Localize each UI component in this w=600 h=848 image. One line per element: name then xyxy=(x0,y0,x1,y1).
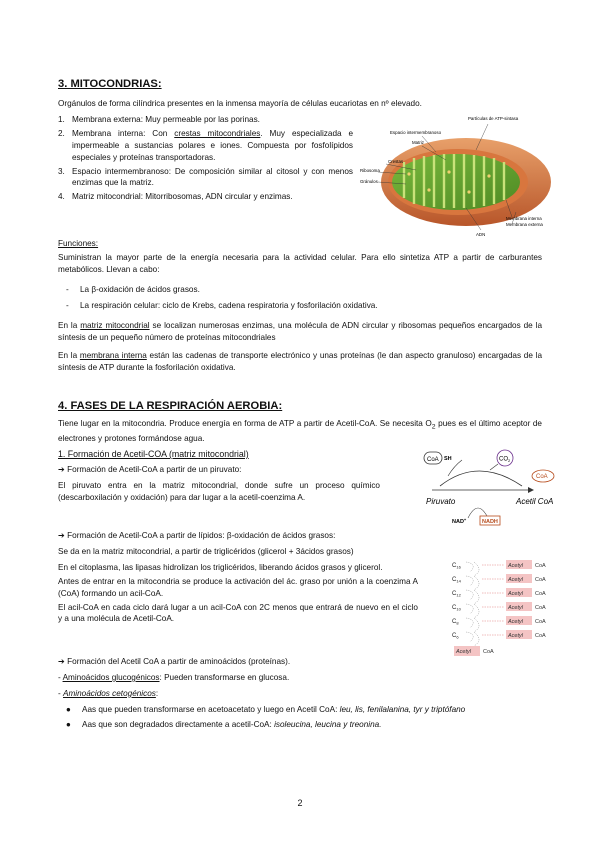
svg-text:CoA: CoA xyxy=(535,619,546,625)
beta-oxidation-diagram xyxy=(448,558,560,662)
mitochondria-figure xyxy=(356,112,556,242)
lipid-line: En el citoplasma, las lipasas hidrolizan los triglicéridos, liberando ácidos grasos y glicerol. xyxy=(58,562,383,572)
pyruvate-diagram xyxy=(418,446,558,526)
label-adn: ADN xyxy=(476,232,486,237)
section-4-title: 4. FASES DE LA RESPIRACIÓN AEROBIA: xyxy=(58,400,283,412)
svg-text:C6: $C_6$ xyxy=(452,633,459,640)
arrow-aminoacids: ➔ Formación del Acetil CoA a partir de aminoácidos (proteínas). xyxy=(58,657,291,666)
nad-label: NAD+ xyxy=(452,517,467,525)
section-3-title-wrap xyxy=(58,76,162,92)
main-arrowhead xyxy=(528,487,534,493)
sh-label: SH xyxy=(444,456,452,462)
svg-text:CoA: CoA xyxy=(535,605,546,611)
list-item: 1. Membrana externa: Muy permeable por las porinas. xyxy=(58,115,260,124)
lipid-line: El acil-CoA en cada ciclo dará lugar a un acil-CoA con 2C menos que entrará de nuevo en el ciclo y a una molécula de Acetil-CoA. xyxy=(58,602,418,624)
section-4-title-wrap xyxy=(58,398,282,414)
functions-list xyxy=(66,284,536,312)
list-item: ● Aas que pueden transformarse en acetoacetato y luego en Acetil CoA: leu, lis, fenilalanina, tyr y triptófano xyxy=(66,705,466,714)
ketogenic-line: - Aminoácidos cetogénicos: xyxy=(58,689,159,698)
svg-text:Acetyl: Acetyl xyxy=(508,577,523,583)
coa-right-label: CoA xyxy=(536,474,548,480)
arrow-piruvato: ➔ Formación de Acetil-CoA a partir de un piruvato: xyxy=(58,465,242,474)
svg-text:CoA: CoA xyxy=(535,633,546,639)
svg-text:C14: $C_{14}$ xyxy=(452,577,461,584)
svg-text:CoA: CoA xyxy=(483,649,494,655)
membrane-paragraph: En la membrana interna están las cadenas de transporte electrónico y unas proteínas (le dan aspecto granuloso) encargadas de la síntesis de ATP durante la fosforilación oxidativa. xyxy=(58,351,543,372)
label-matrix: Matriz xyxy=(412,140,424,145)
svg-text:C8: $C_8$ xyxy=(452,619,459,626)
acetyl-labels xyxy=(455,563,524,655)
svg-text:Acetyl: Acetyl xyxy=(508,619,523,625)
coa-sh-label: CoA xyxy=(427,457,439,463)
cycle-arrows xyxy=(466,562,479,646)
svg-text:Acetyl: Acetyl xyxy=(508,563,523,569)
lipid-line: Se da en la matriz mitocondrial, a partir de triglicéridos (glicerol + 3ácidos grasos) xyxy=(58,547,354,556)
piruvato-label: Piruvato xyxy=(426,497,456,506)
matrix-shape xyxy=(392,154,520,210)
svg-text:C12: $C_{12}$ xyxy=(452,591,461,598)
section-4-intro: Tiene lugar en la mitocondria. Produce energía en forma de ATP a partir de Acetil-CoA. Se necesita $O_2$ pues es el último aceptor de electrones y protones formándose agua. xyxy=(58,419,542,443)
co2-text: $CO_2$ xyxy=(499,456,511,463)
list-item: - La β-oxidación de ácidos grasos. xyxy=(66,285,200,294)
glucogenic-line: - Aminoácidos glucogénicos: Pueden transformarse en glucosa. xyxy=(58,673,290,682)
list-item: 4. Matriz mitocondrial: Mitorribosomas, ADN circular y enzimas. xyxy=(58,192,293,202)
sub1-title: 1. Formación de Acetil-COA (matriz mitocondrial) xyxy=(58,449,249,459)
chain-labels xyxy=(452,563,462,640)
svg-text:Acetyl: Acetyl xyxy=(456,649,471,655)
section-3-title: 3. MITOCONDRIAS: xyxy=(58,78,162,90)
lipids-lines xyxy=(58,546,418,625)
matrix-paragraph: En la matriz mitocondrial se localizan numerosas enzimas, una molécula de ADN circular y ribosomas pequeños encargados de la síntesis de un pequeño número de proteínas mitocondriales xyxy=(58,321,543,342)
membrane-list xyxy=(58,114,353,205)
section-3-intro: Orgánulos de forma cilíndrica presentes en la inmensa mayoría de células eucariotas en nº elevado. xyxy=(58,99,422,108)
lipid-line: Antes de entrar en la mitocondria se produce la activación del ác. graso por unión a la coenzima A (CoA) formando un acil-CoA. xyxy=(58,576,418,598)
input-arrow xyxy=(448,460,462,476)
svg-text:C16: $C_{16}$ xyxy=(452,563,461,570)
svg-text:CoA: CoA xyxy=(535,591,546,597)
list-item: 3. Espacio intermembranoso: De composición similar al citosol y con menos enzimas que la matriz. xyxy=(58,166,353,188)
piruvato-paragraph: El piruvato entra en la matriz mitocondrial, donde sufre un proceso químico (descarboxilación y oxidación) para dar lugar a la acetil-coenzima A. xyxy=(58,481,380,502)
svg-text:Acetyl: Acetyl xyxy=(508,633,523,639)
label-inner-membrane: Membrana interna xyxy=(506,216,542,221)
ketogenic-bullets xyxy=(58,704,548,734)
svg-text:C10: $C_{10}$ xyxy=(452,605,461,612)
label-atp-synthase: Partículas de ATP-sintasa xyxy=(468,116,519,121)
acetil-coa-label: Acetil CoA xyxy=(516,497,554,506)
label-cristae: Crestas xyxy=(388,159,404,164)
arrow-lipids: ➔ Formación de Acetil-CoA a partir de lípidos: β-oxidación de ácidos grasos: xyxy=(58,531,336,540)
label-granules: Gránulos xyxy=(360,179,378,184)
list-item: 2. Membrana interna: Con crestas mitocondriales. Muy especializada e impermeable a sustancias polares e iones. Compuesta por fosfolípidos especiales y proteínas transportadoras. xyxy=(58,128,354,162)
svg-text:CoA: CoA xyxy=(535,563,546,569)
svg-text:Acetyl: Acetyl xyxy=(508,591,523,597)
page-number: 2 xyxy=(297,798,303,808)
list-item: ● Aas que son degradados directamente a acetil-CoA: isoleucina, leucina y treonina. xyxy=(66,719,382,729)
label-outer-membrane: Membrana externa xyxy=(506,222,543,227)
nadh-label: NADH xyxy=(482,519,498,525)
list-item: - La respiración celular: ciclo de Krebs, cadena respiratoria y fosforilación oxidativa. xyxy=(66,300,378,310)
crestas-term: crestas mitocondriales xyxy=(174,128,261,138)
reaction-arc xyxy=(440,471,522,486)
functions-text: Suministran la mayor parte de la energía necesaria para la actividad celular. Para ello sintetiza ATP a partir de carburantes metabólicos. Llevan a cabo: xyxy=(58,253,542,274)
label-intermembrane: Espacio intermembranoso xyxy=(390,130,442,135)
svg-text:CoA: CoA xyxy=(535,577,546,583)
label-ribosome: Ribosoma xyxy=(360,168,380,173)
svg-text:Acetyl: Acetyl xyxy=(508,605,523,611)
acetyl-arrows xyxy=(482,565,504,635)
functions-title: Funciones: xyxy=(58,239,99,248)
co2-arrow xyxy=(490,464,498,470)
